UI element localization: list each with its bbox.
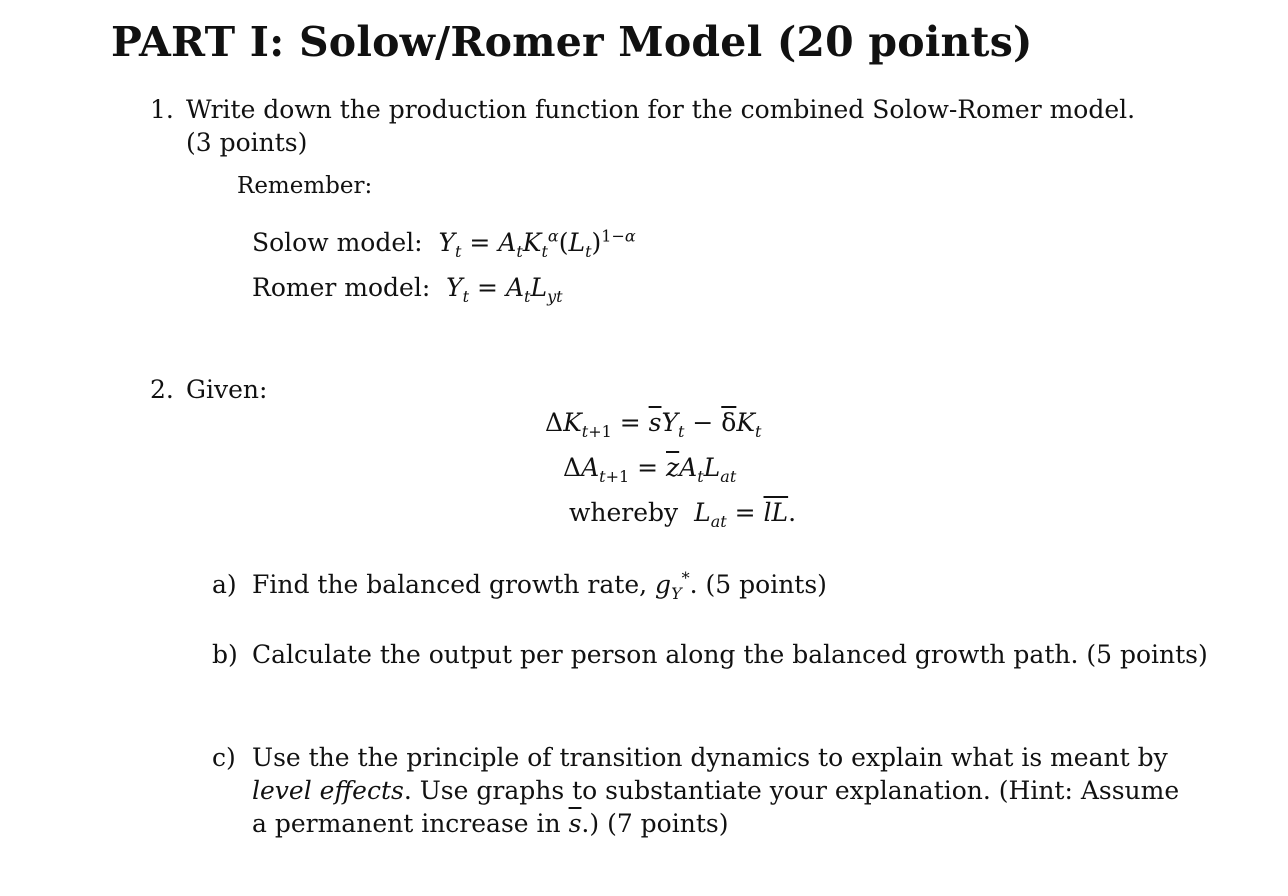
ideas-accumulation-equation: $\Delta A_{t+1} = \overline{z}A_tL_{at}$ bbox=[563, 453, 737, 486]
question-1-text-line1: Write down the production function for the combined Solow-Romer model. bbox=[186, 95, 1136, 124]
question-1-number: 1. bbox=[150, 95, 174, 124]
level-effects-term: level effects bbox=[252, 776, 404, 805]
part-a-text: Find the balanced growth rate, bbox=[252, 570, 648, 599]
page-title: PART I: Solow/Romer Model (20 points) bbox=[111, 18, 1033, 66]
part-c-line3 bbox=[252, 809, 728, 838]
growth-rate-symbol: $g_Y^*$ bbox=[655, 568, 690, 603]
remember-label: Remember: bbox=[237, 173, 373, 199]
solow-formula: $Y_t = A_tK_t^\alpha(L_t)^{1-\alpha}$ bbox=[438, 226, 636, 261]
part-a-points: (5 points) bbox=[705, 570, 827, 599]
part-c-line2-rest: . Use graphs to substantiate your explanation. (Hint: Assume bbox=[403, 776, 1180, 805]
solow-label: Solow model: bbox=[252, 228, 423, 257]
capital-accumulation-equation: $\Delta K_{t+1} = \overline{s}Y_t - \overline{\delta}K_t$ bbox=[545, 408, 762, 441]
question-1-text-line2: (3 points) bbox=[186, 128, 308, 157]
given-label: Given: bbox=[186, 375, 268, 404]
solow-equation bbox=[252, 226, 636, 261]
romer-equation bbox=[252, 273, 563, 306]
part-c-line3-pre: a permanent increase in bbox=[252, 809, 561, 838]
part-c-label: c) bbox=[212, 743, 236, 772]
romer-label: Romer model: bbox=[252, 273, 431, 302]
labor-share-formula: $L_{at} = \overline{lL}$. bbox=[694, 498, 797, 531]
part-a-line: Find the balanced growth rate, $g_Y^*$. (5 points) bbox=[252, 568, 827, 603]
part-a-label: a) bbox=[212, 570, 237, 599]
part-b-text: Calculate the output per person along the balanced growth path. (5 points) bbox=[252, 640, 1208, 669]
question-2-number: 2. bbox=[150, 375, 174, 404]
part-b-label: b) bbox=[212, 640, 238, 669]
part-c-line1: Use the the principle of transition dynamics to explain what is meant by bbox=[252, 743, 1168, 772]
romer-formula: $Y_t = A_tL_{yt}$ bbox=[446, 273, 563, 306]
labor-share-equation bbox=[569, 498, 797, 531]
part-c-line2 bbox=[252, 776, 1179, 805]
whereby-label: whereby bbox=[569, 498, 679, 527]
savings-rate-symbol: $\overline{s}$ bbox=[568, 809, 582, 838]
part-c-line3-post: .) (7 points) bbox=[581, 809, 729, 838]
